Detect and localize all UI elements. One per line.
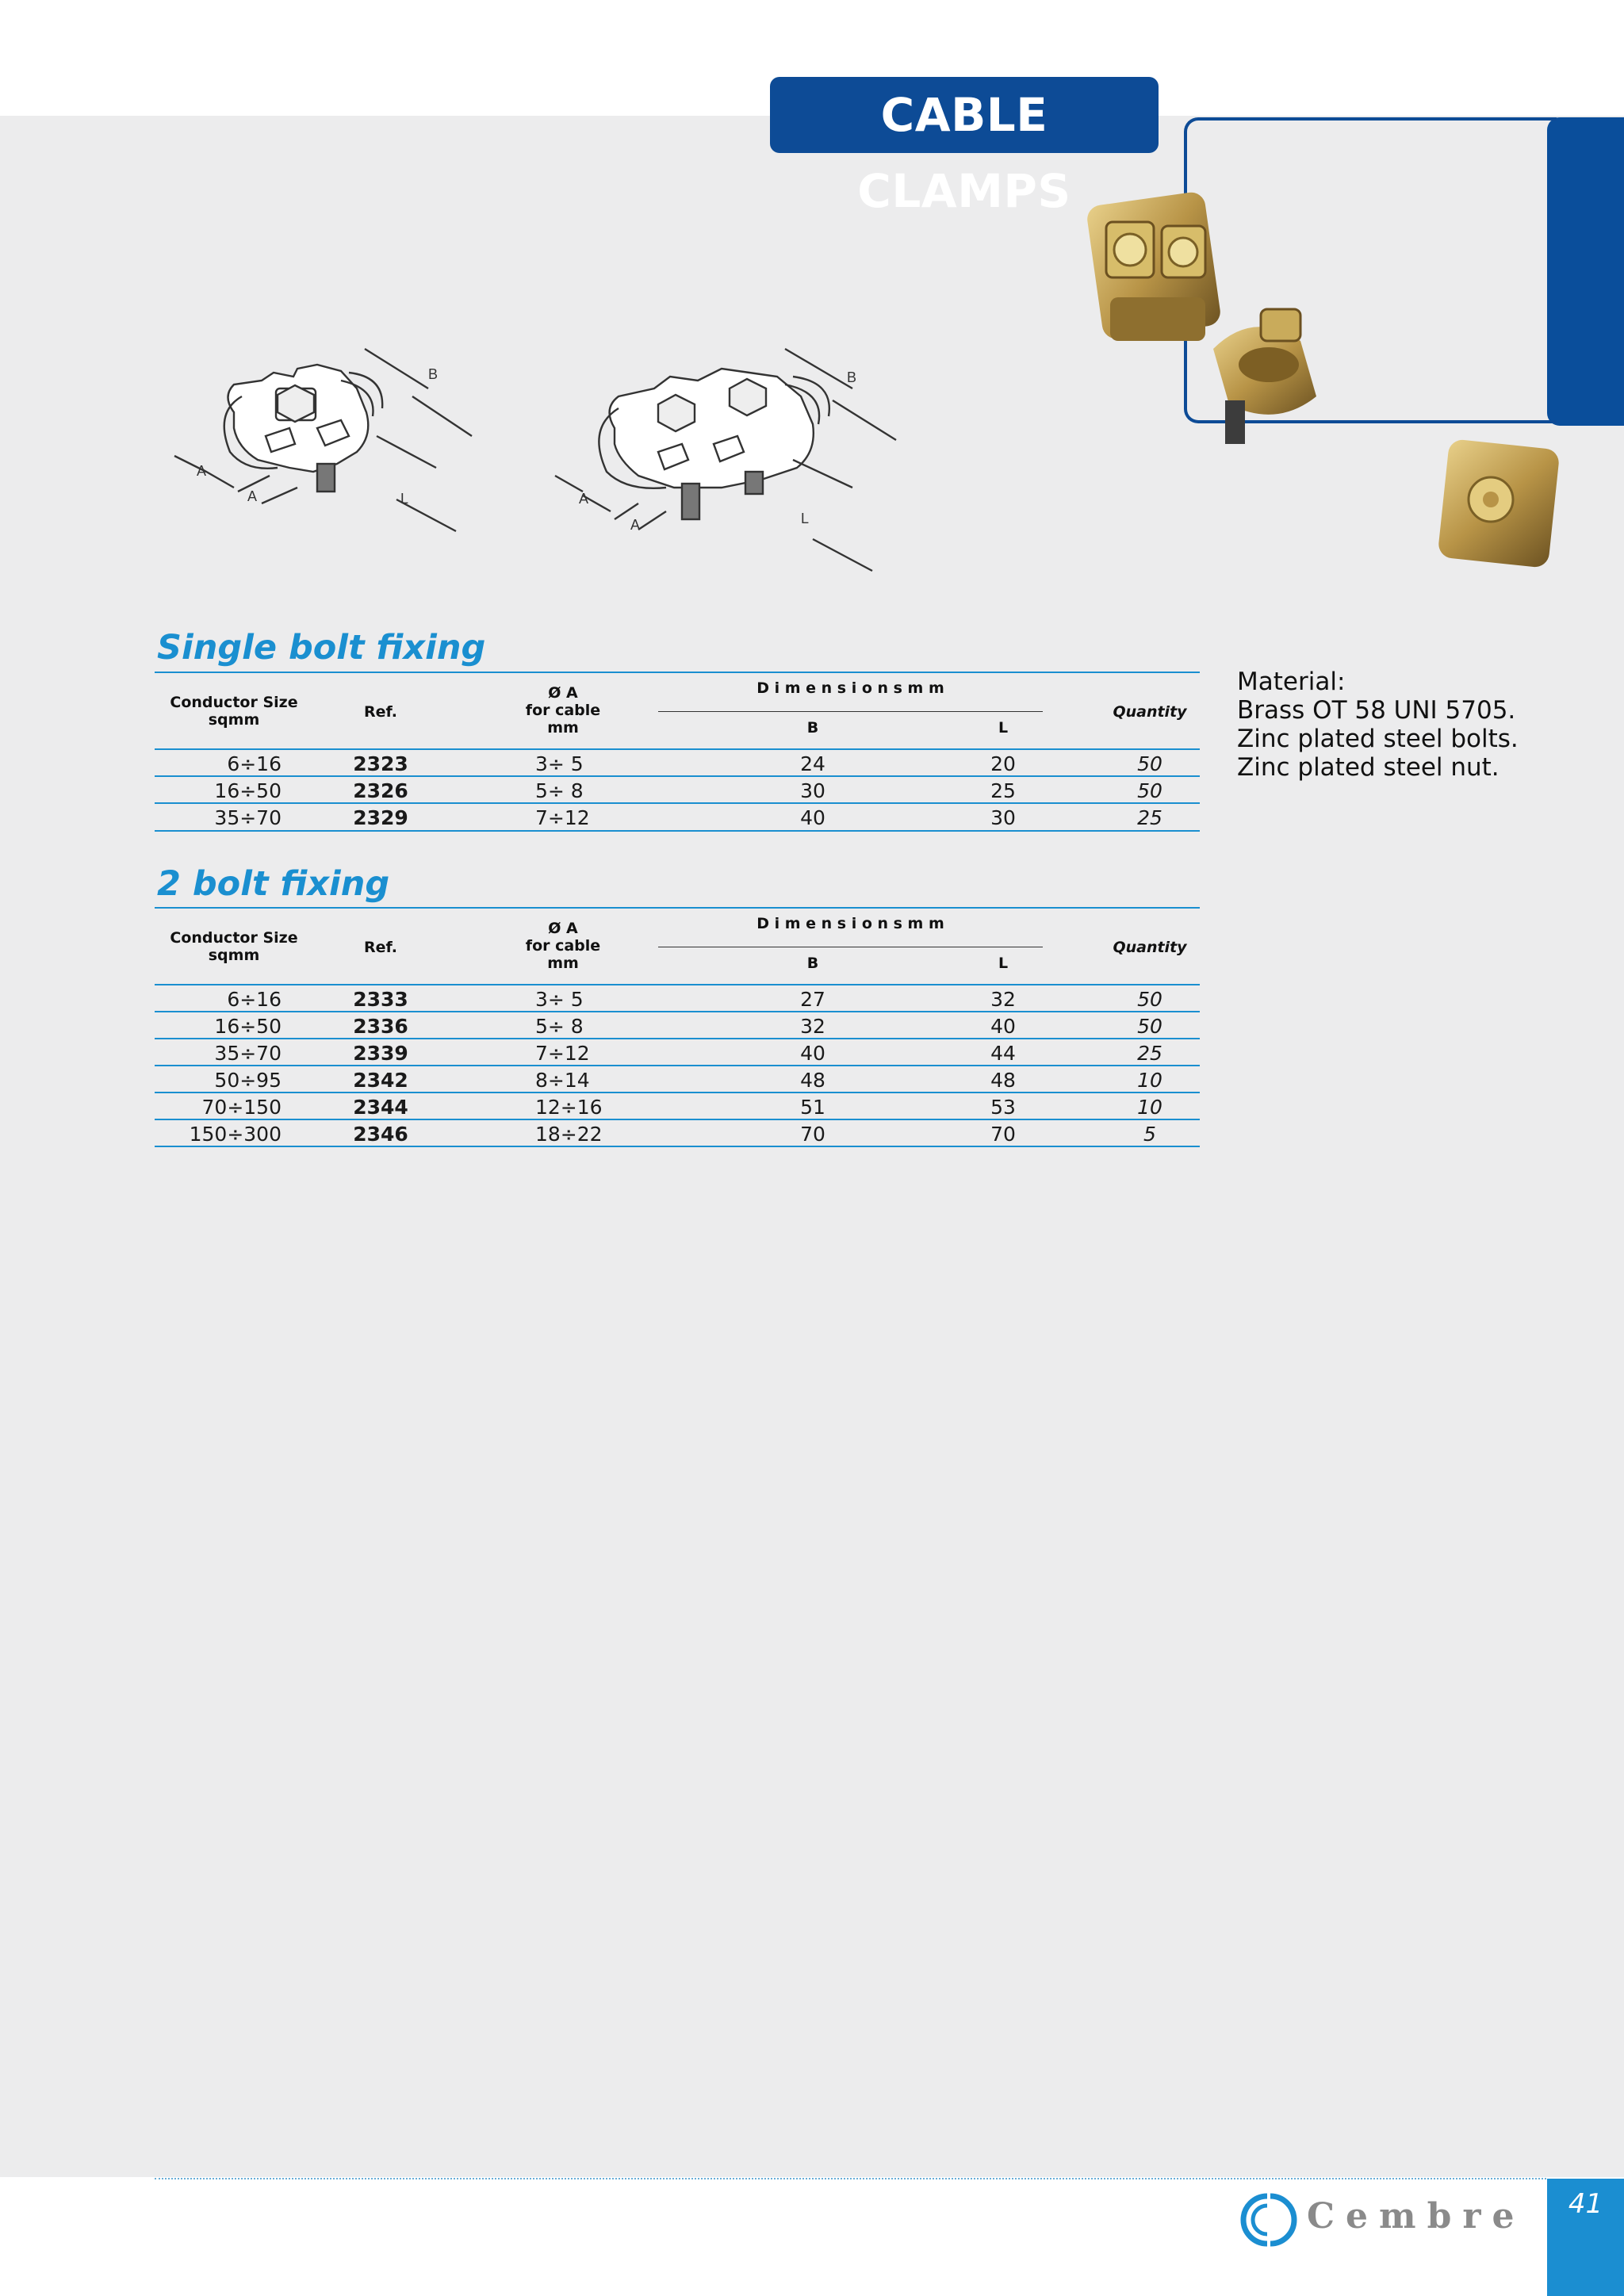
cell-ref: 2336 bbox=[353, 1015, 408, 1038]
cell-l: 32 bbox=[990, 988, 1016, 1011]
cell-b: 70 bbox=[800, 1123, 825, 1146]
cell-diameter: 3÷ 5 bbox=[535, 988, 584, 1011]
cell-conductor: 6÷16 bbox=[227, 752, 282, 775]
header-diameter-unit: mm bbox=[547, 719, 579, 737]
cell-conductor: 150÷300 bbox=[189, 1123, 282, 1146]
table-row bbox=[155, 805, 1200, 832]
header-quantity: Quantity bbox=[1113, 703, 1187, 721]
cell-diameter: 7÷12 bbox=[535, 1042, 590, 1065]
header-diameter-unit: mm bbox=[547, 955, 579, 972]
dimensions-divider bbox=[658, 711, 1043, 712]
cell-conductor: 35÷70 bbox=[214, 1042, 282, 1065]
cell-b: 32 bbox=[800, 1015, 825, 1038]
table-row bbox=[155, 778, 1200, 805]
clamp-medium bbox=[1213, 309, 1316, 444]
table-rule bbox=[155, 1092, 1200, 1093]
header-ref: Ref. bbox=[364, 703, 397, 721]
material-line: Zinc plated steel nut. bbox=[1237, 753, 1500, 782]
brand-logo bbox=[1237, 2188, 1526, 2252]
header-diameter-label: Ø A bbox=[548, 920, 578, 937]
clamp-small bbox=[1438, 438, 1561, 568]
header-diameter bbox=[504, 920, 622, 972]
table-rule bbox=[155, 802, 1200, 804]
brand-name: Cembre bbox=[1307, 2196, 1526, 2237]
diagram-label-b: B bbox=[428, 366, 439, 382]
cell-ref: 2339 bbox=[353, 1042, 408, 1065]
table-rule bbox=[155, 1011, 1200, 1012]
header-conductor-unit: sqmm bbox=[208, 947, 260, 964]
table-rule bbox=[155, 907, 1200, 909]
header-conductor-label: Conductor Size bbox=[170, 929, 298, 947]
section-title-two-bolt: 2 bolt fixing bbox=[157, 864, 390, 904]
cell-quantity: 10 bbox=[1137, 1096, 1162, 1119]
cell-b: 27 bbox=[800, 988, 825, 1011]
diagram-label-a: A bbox=[247, 488, 258, 504]
table-rule bbox=[155, 1146, 1200, 1147]
cell-l: 48 bbox=[990, 1069, 1016, 1092]
cell-quantity: 50 bbox=[1137, 988, 1162, 1011]
header-conductor bbox=[155, 929, 313, 964]
header-diameter-sub: for cable bbox=[525, 937, 601, 955]
diagram-label-l: L bbox=[400, 491, 409, 507]
material-line: Brass OT 58 UNI 5705. bbox=[1237, 696, 1516, 725]
cell-l: 25 bbox=[990, 779, 1016, 802]
header-conductor-unit: sqmm bbox=[208, 711, 260, 729]
cell-quantity: 25 bbox=[1137, 1042, 1162, 1065]
table-row bbox=[155, 1040, 1200, 1067]
two-bolt-drawing bbox=[539, 333, 920, 587]
cell-ref: 2344 bbox=[353, 1096, 408, 1119]
header-diameter-label: Ø A bbox=[548, 684, 578, 702]
material-label: Material: bbox=[1237, 668, 1346, 696]
cell-conductor: 6÷16 bbox=[227, 988, 282, 1011]
cell-b: 40 bbox=[800, 1042, 825, 1065]
table-row bbox=[155, 1094, 1200, 1121]
single-bolt-table bbox=[155, 670, 1200, 832]
cell-conductor: 16÷50 bbox=[214, 1015, 282, 1038]
header-diameter bbox=[504, 684, 622, 737]
header-quantity: Quantity bbox=[1113, 939, 1187, 956]
header-dimensions: D i m e n s i o n s m m bbox=[756, 679, 944, 697]
cell-diameter: 3÷ 5 bbox=[535, 752, 584, 775]
header-dimensions: D i m e n s i o n s m m bbox=[756, 915, 944, 932]
header-l: L bbox=[998, 719, 1009, 737]
table-row bbox=[155, 751, 1200, 778]
cell-conductor: 70÷150 bbox=[201, 1096, 282, 1119]
product-photo bbox=[1063, 159, 1602, 618]
cell-ref: 2326 bbox=[353, 779, 408, 802]
cell-ref: 2329 bbox=[353, 806, 408, 829]
header-conductor bbox=[155, 694, 313, 729]
header-b: B bbox=[806, 719, 819, 737]
cell-diameter: 18÷22 bbox=[535, 1123, 603, 1146]
section-title-single-bolt: Single bolt fixing bbox=[157, 628, 486, 668]
cell-l: 20 bbox=[990, 752, 1016, 775]
table-row bbox=[155, 1013, 1200, 1040]
cell-l: 44 bbox=[990, 1042, 1016, 1065]
cell-quantity: 50 bbox=[1137, 1015, 1162, 1038]
cell-b: 24 bbox=[800, 752, 825, 775]
table-rule bbox=[155, 1038, 1200, 1039]
header-l: L bbox=[998, 955, 1009, 972]
diagram-label-l: L bbox=[801, 511, 810, 526]
cell-diameter: 5÷ 8 bbox=[535, 1015, 584, 1038]
cell-ref: 2333 bbox=[353, 988, 408, 1011]
header-ref: Ref. bbox=[364, 939, 397, 956]
table-row bbox=[155, 986, 1200, 1013]
cell-quantity: 50 bbox=[1137, 779, 1162, 802]
table-row bbox=[155, 1067, 1200, 1094]
header-b: B bbox=[806, 955, 819, 972]
cell-ref: 2342 bbox=[353, 1069, 408, 1092]
cell-ref: 2323 bbox=[353, 752, 408, 775]
cell-diameter: 5÷ 8 bbox=[535, 779, 584, 802]
header-diameter-sub: for cable bbox=[525, 702, 601, 719]
footer-divider bbox=[155, 2178, 1546, 2179]
diagram-label-a: A bbox=[630, 517, 641, 533]
cell-b: 48 bbox=[800, 1069, 825, 1092]
cell-b: 30 bbox=[800, 779, 825, 802]
logo-mark-icon bbox=[1237, 2188, 1300, 2252]
cell-ref: 2346 bbox=[353, 1123, 408, 1146]
cell-l: 40 bbox=[990, 1015, 1016, 1038]
cell-quantity: 25 bbox=[1137, 806, 1162, 829]
cell-l: 70 bbox=[990, 1123, 1016, 1146]
cell-quantity: 50 bbox=[1137, 752, 1162, 775]
material-spec bbox=[1237, 668, 1519, 782]
single-bolt-drawing bbox=[159, 333, 508, 555]
table-rule bbox=[155, 775, 1200, 777]
cell-diameter: 12÷16 bbox=[535, 1096, 603, 1119]
cell-quantity: 5 bbox=[1143, 1123, 1156, 1146]
material-line: Zinc plated steel bolts. bbox=[1237, 725, 1519, 753]
diagram-label-a: A bbox=[197, 463, 207, 479]
table-rule bbox=[155, 830, 1200, 832]
cell-diameter: 7÷12 bbox=[535, 806, 590, 829]
clamp-large bbox=[1086, 190, 1222, 341]
table-rule bbox=[155, 1119, 1200, 1120]
page-number: 41 bbox=[1568, 2188, 1603, 2220]
cell-conductor: 50÷95 bbox=[214, 1069, 282, 1092]
table-rule bbox=[155, 1065, 1200, 1066]
page-number-tab bbox=[1547, 2179, 1624, 2296]
page-title: CABLE CLAMPS bbox=[770, 77, 1159, 153]
table-rule bbox=[155, 672, 1200, 673]
cell-b: 40 bbox=[800, 806, 825, 829]
cell-l: 53 bbox=[990, 1096, 1016, 1119]
cell-l: 30 bbox=[990, 806, 1016, 829]
table-row bbox=[155, 1121, 1200, 1148]
cell-quantity: 10 bbox=[1137, 1069, 1162, 1092]
cell-conductor: 35÷70 bbox=[214, 806, 282, 829]
two-bolt-table bbox=[155, 905, 1200, 1151]
cell-diameter: 8÷14 bbox=[535, 1069, 590, 1092]
diagram-label-b: B bbox=[847, 369, 857, 385]
header-conductor-label: Conductor Size bbox=[170, 694, 298, 711]
cell-b: 51 bbox=[800, 1096, 825, 1119]
cell-conductor: 16÷50 bbox=[214, 779, 282, 802]
table-rule bbox=[155, 748, 1200, 750]
diagram-label-a: A bbox=[579, 491, 589, 507]
table-rule bbox=[155, 984, 1200, 985]
